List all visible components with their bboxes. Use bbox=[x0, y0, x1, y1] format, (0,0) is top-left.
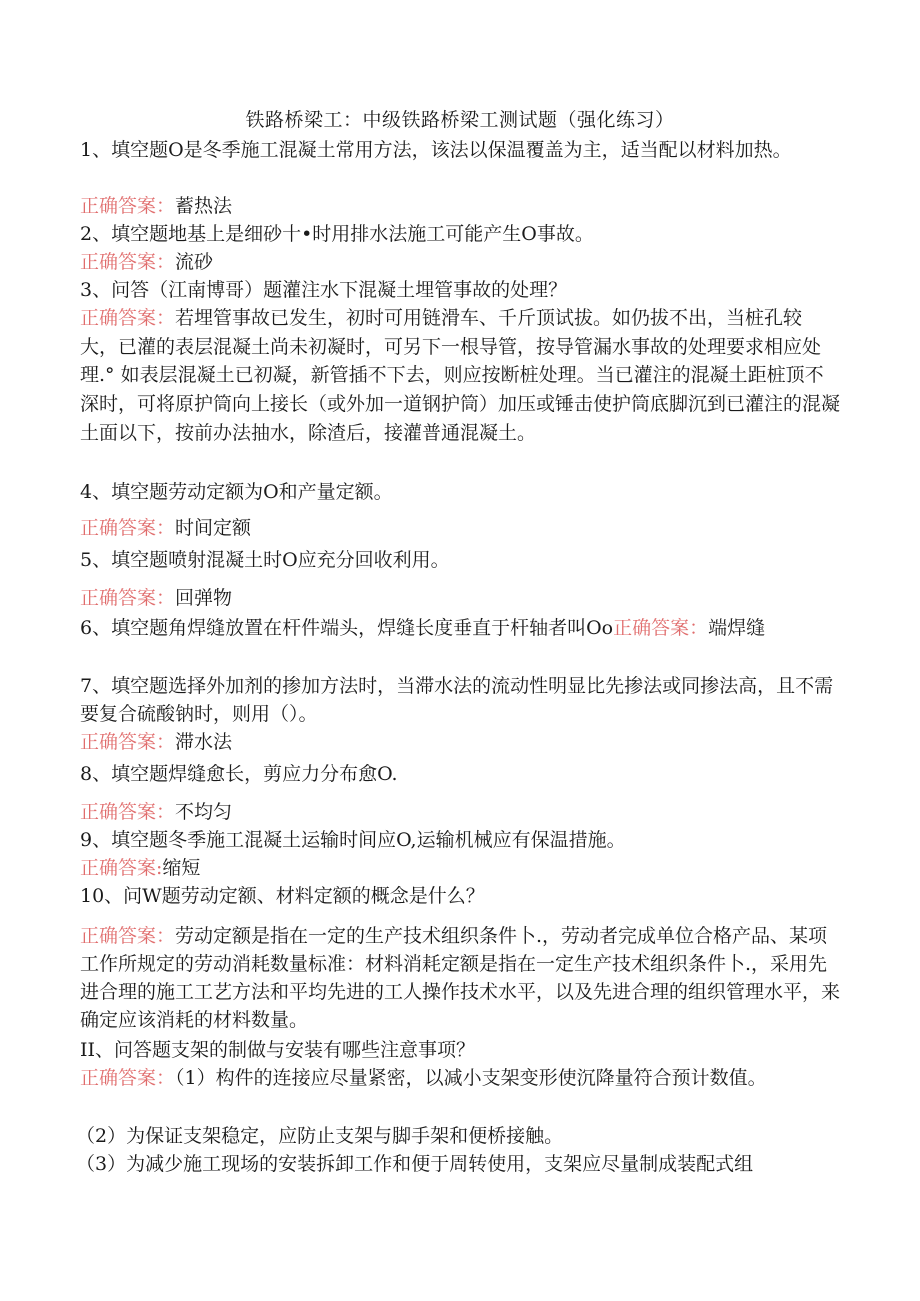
answer-label: 正确答案： bbox=[80, 195, 176, 217]
answer-4-row bbox=[80, 514, 840, 542]
answer-9-text: 缩短 bbox=[162, 857, 201, 879]
answer-8-text: 不均匀 bbox=[175, 801, 233, 823]
answer-label: 正确答案： bbox=[80, 925, 176, 947]
answer-11-text: （1）构件的连接应尽量紧密，以减小支架变形使沉降量符合预计数值。 bbox=[175, 1067, 767, 1089]
question-4-text: 4、填空题劳动定额为O和产量定额。 bbox=[80, 481, 393, 503]
answer-2-row bbox=[80, 248, 840, 276]
answer-9-row bbox=[80, 854, 840, 882]
answer-11-line-3: （3）为减少施工现场的安装拆卸工作和便于周转使用，支架应尽量制成装配式组 bbox=[76, 1153, 754, 1175]
answer-1-text: 蓄热法 bbox=[175, 195, 233, 217]
question-9-text: 9、填空题冬季施工混凝土运输时间应O,运输机械应有保温措施。 bbox=[80, 829, 626, 851]
answer-3-row bbox=[80, 304, 840, 448]
question-3-text: 3、问答（江南博哥）题灌注水下混凝土埋管事故的处理？ bbox=[80, 279, 568, 301]
question-10-text: 10、问W题劳动定额、材料定额的概念是什么？ bbox=[80, 885, 485, 907]
question-11-text: II、问答题支架的制做与安装有哪些注意事项？ bbox=[80, 1039, 476, 1061]
answer-10-row bbox=[80, 922, 840, 1034]
answer-5-row bbox=[80, 584, 840, 612]
answer-4-text: 时间定额 bbox=[175, 517, 252, 539]
answer-6-text: 端焊缝 bbox=[708, 617, 766, 639]
answer-8-row bbox=[80, 798, 840, 826]
answer-label: 正确答案： bbox=[80, 731, 176, 753]
question-1-text: 1、填空题O是冬季施工混凝土常用方法，该法以保温覆盖为主，适当配以材料加热。 bbox=[80, 139, 792, 161]
answer-label: 正确答案： bbox=[80, 801, 176, 823]
answer-3-text: 若埋管事故已发生，初时可用链滑车、千斤顶试拔。如仍拔不出，当桩孔较大，已灌的表层混凝土尚未初凝时，可另下一根导管，按导管漏水事故的处理要求相应处理.° 如表层混凝土已初凝，新管插不下去，则应按断桩处理。当已灌注的混凝土距桩顶不深时，可将原护筒向上接长（或外加一道钢护筒）加压或锤击使护筒底脚沉到已灌注的混凝土面以下，按前办法抽水，除渣后，接灌普通混凝土。 bbox=[80, 307, 841, 444]
question-7-text: 7、填空题选择外加剂的掺加方法时，当滞水法的流动性明显比先掺法或同掺法高，且不需要复合硫酸钠时，则用（）。 bbox=[80, 675, 834, 725]
document-title: 铁路桥梁工：中级铁路桥梁工测试题（强化练习） bbox=[245, 109, 675, 131]
answer-label: 正确答案： bbox=[80, 1067, 176, 1089]
answer-7-text: 滞水法 bbox=[175, 731, 233, 753]
answer-10-text: 劳动定额是指在一定的生产技术组织条件卜.，劳动者完成单位合格产品、某项工作所规定的劳动消耗数量标准：材料消耗定额是指在一定生产技术组织条件卜.，采用先进合理的施工工艺方法和平均先进的工人操作技术水平，以及先进合理的组织管理水平，来确定应该消耗的材料数量。 bbox=[80, 925, 841, 1031]
answer-label: 正确答案： bbox=[613, 617, 709, 639]
question-8-text: 8、填空题焊缝愈长，剪应力分布愈O. bbox=[80, 763, 398, 785]
answer-11-line-2: （2）为保证支架稳定，应防止支架与脚手架和便桥接触。 bbox=[76, 1125, 564, 1147]
answer-7-row bbox=[80, 728, 840, 756]
question-6-text: 6、填空题角焊缝放置在杆件端头，焊缝长度垂直于杆轴者叫Oo bbox=[80, 617, 614, 639]
answer-5-text: 回弹物 bbox=[175, 587, 233, 609]
answer-label: 正确答案： bbox=[80, 307, 176, 329]
question-6-row bbox=[80, 614, 840, 642]
answer-label: 正确答案： bbox=[80, 251, 176, 273]
answer-label: 正确答案: bbox=[80, 857, 163, 879]
answer-2-text: 流砂 bbox=[175, 251, 214, 273]
question-2-text: 2、填空题地基上是细砂十•时用排水法施工可能产生O事故。 bbox=[80, 223, 594, 245]
answer-11-row bbox=[80, 1064, 840, 1092]
answer-label: 正确答案： bbox=[80, 517, 176, 539]
question-5-text: 5、填空题喷射混凝土时O应充分回收利用。 bbox=[80, 549, 450, 571]
answer-label: 正确答案： bbox=[80, 587, 176, 609]
answer-1-row bbox=[80, 192, 840, 220]
